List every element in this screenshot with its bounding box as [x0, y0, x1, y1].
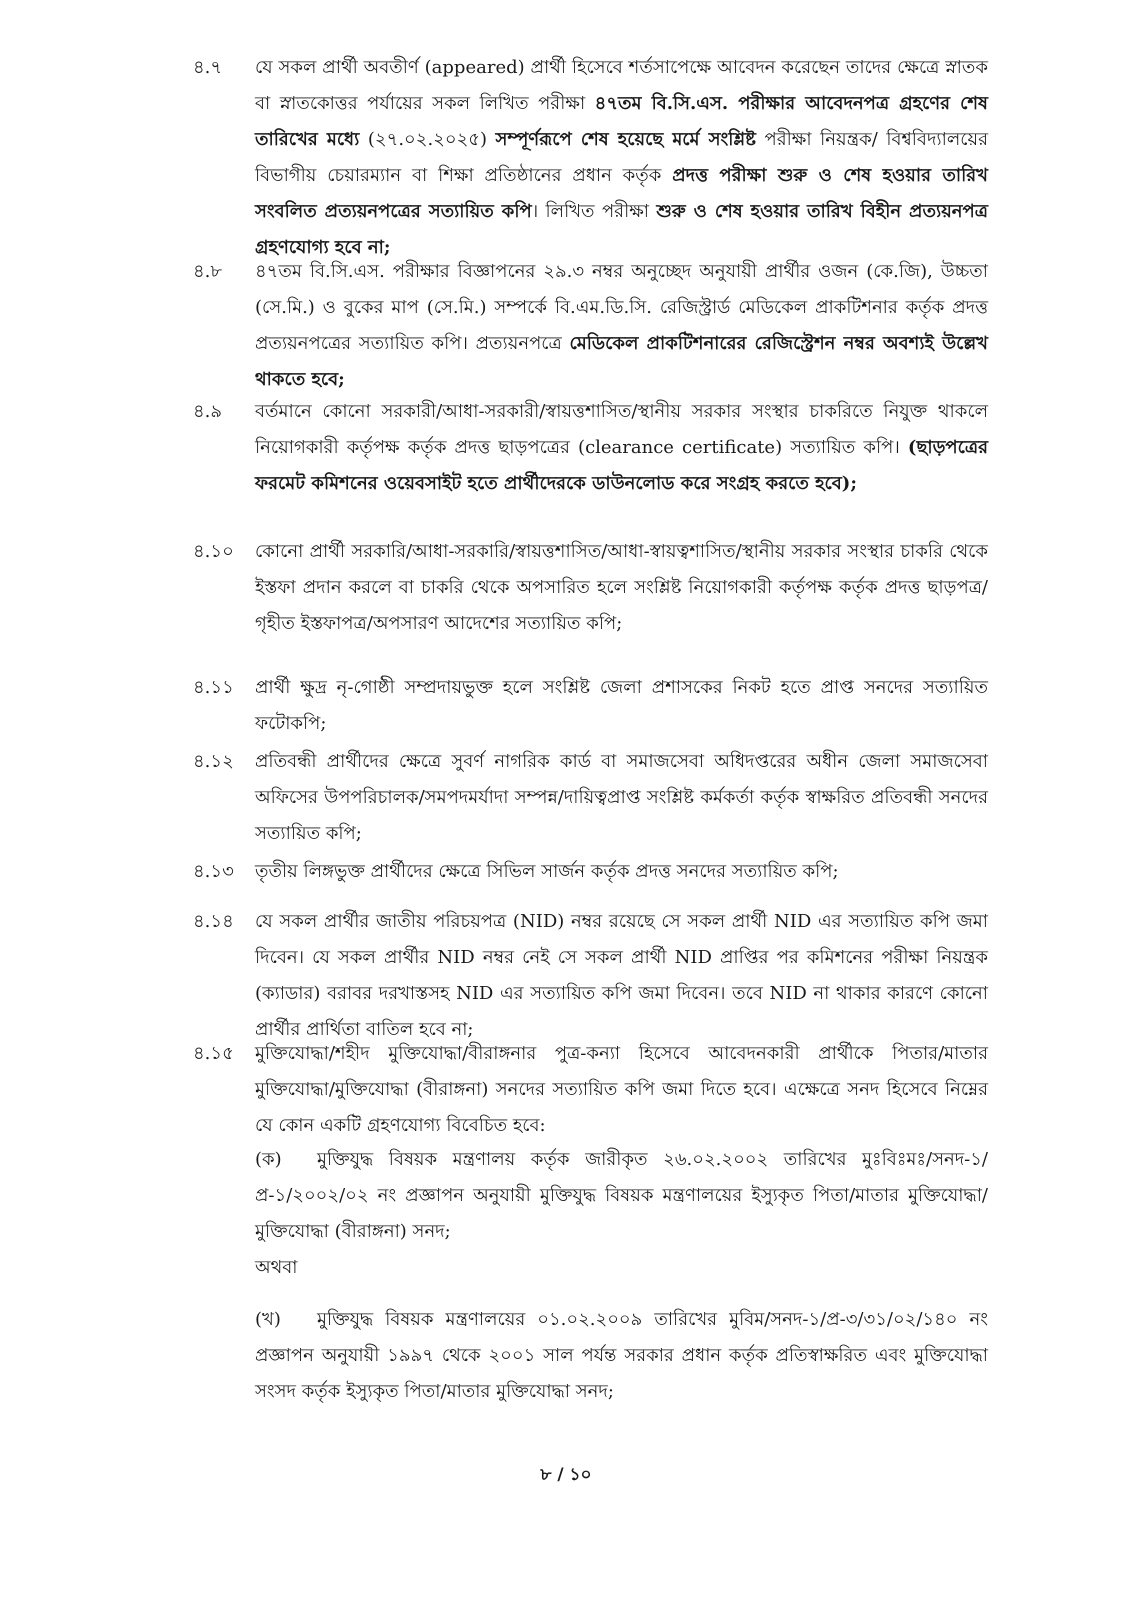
emphasized-text: প্রদত্ত পরীক্ষা শুরু ও শেষ হওয়ার তারিখ সংবলিত প্রত্যয়নপত্রের সত্যায়িত কপি	[255, 165, 988, 222]
text-run: প্রার্থী ক্ষুদ্র নৃ-গোষ্ঠী সম্প্রদায়ভুক্ত হলে সংশ্লিষ্ট জেলা প্রশাসকের নিকট হতে প্রাপ্ত সনদের সত্যায়িত ফটোকপি;	[255, 677, 988, 734]
emphasized-text: (ছাড়পত্রের ফরমেট কমিশনের ওয়েবসাইট হতে প্রার্থীদেরকে ডাউনলোড করে সংগ্রহ করতে হবে);	[255, 437, 988, 494]
text-run: যে সকল প্রার্থী অবতীর্ণ (appeared) প্রার্থী হিসেবে শর্তসাপেক্ষে আবেদন করেছেন তাদের ক্ষেত্রে স্নাতক বা স্নাতকোত্তর পর্যায়ের সকল লিখিত পরীক্ষা	[255, 57, 988, 114]
subclause-label: (ক)	[255, 1149, 282, 1170]
clause-text	[255, 534, 988, 642]
clause-4-11	[193, 670, 988, 742]
emphasized-text: মেডিকেল প্রাকটিশনারের রেজিস্ট্রেশন নম্বর অবশ্যই উল্লেখ থাকতে হবে;	[255, 333, 988, 390]
clause-number: ৪.১৫	[193, 1043, 234, 1064]
clause-number: ৪.৮	[193, 261, 223, 282]
clause-text	[255, 854, 988, 890]
clause-4-10	[193, 534, 988, 642]
text-run: ৪৭তম বি.সি.এস. পরীক্ষার বিজ্ঞাপনের ২৯.৩ নম্বর অনুচ্ছেদ অনুযায়ী প্রার্থীর ওজন (কে.জি), উচ্চতা (সে.মি.) ও বুকের মাপ (সে.মি.) সম্পর্কে বি.এম.ডি.সি. রেজিস্ট্রার্ড মেডিকেল প্রাকটিশনার কর্তৃক প্রদত্ত প্রত্যয়নপত্রের সত্যায়িত কপি। প্রত্যয়নপত্রে	[255, 261, 988, 354]
text-run: তৃতীয় লিঙ্গভুক্ত প্রার্থীদের ক্ষেত্রে সিভিল সার্জন কর্তৃক প্রদত্ত সনদের সত্যায়িত কপি;	[255, 861, 839, 882]
clause-4-9	[193, 394, 988, 502]
subclause-text: মুক্তিযুদ্ধ বিষয়ক মন্ত্রণালয় কর্তৃক জারীকৃত ২৬.০২.২০০২ তারিখের মুঃবিঃমঃ/সনদ-১/ প্র-১/২০০২/০২ নং প্রজ্ঞাপন অনুযায়ী মুক্তিযুদ্ধ বিষয়ক মন্ত্রণালয়ের ইস্যুকৃত পিতা/মাতার মুক্তিযোদ্ধা/ মুক্তিযোদ্ধা (বীরাঙ্গনা) সনদ;	[255, 1149, 988, 1242]
clause-4-12	[193, 744, 988, 852]
emphasized-text: ৪৭তম বি.সি.এস. পরীক্ষার আবেদনপত্র গ্রহণের শেষ তারিখের মধ্যে	[255, 93, 988, 150]
emphasized-text: সম্পূর্ণরূপে শেষ হয়েছে মর্মে সংশ্লিষ্ট	[495, 129, 756, 150]
clause-number: ৪.১১	[193, 677, 234, 698]
clause-4-8	[193, 254, 988, 398]
clause-number: ৪.১৩	[193, 861, 234, 882]
clause-4-13	[193, 854, 988, 890]
text-run: প্রতিবন্ধী প্রার্থীদের ক্ষেত্রে সুবর্ণ নাগরিক কার্ড বা সমাজসেবা অধিদপ্তরের অধীন জেলা সমাজসেবা অফিসের উপপরিচালক/সমপদমর্যাদা সম্পন্ন/দায়িত্বপ্রাপ্ত সংশ্লিষ্ট কর্মকর্তা কর্তৃক স্বাক্ষরিত প্রতিবন্ধী সনদের সত্যায়িত কপি;	[255, 751, 988, 844]
text-run: যে সকল প্রার্থীর জাতীয় পরিচয়পত্র (NID) নম্বর রয়েছে সে সকল প্রার্থী NID এর সত্যায়িত কপি জমা দিবেন। যে সকল প্রার্থীর NID নম্বর নেই সে সকল প্রার্থী NID প্রাপ্তির পর কমিশনের পরীক্ষা নিয়ন্ত্রক (ক্যাডার) বরাবর দরখাস্তসহ NID এর সত্যায়িত কপি জমা দিবেন। তবে NID না থাকার কারণে কোনো প্রার্থীর প্রার্থিতা বাতিল হবে না;	[255, 911, 988, 1040]
clause-number: ৪.৭	[193, 57, 223, 78]
clause-number: ৪.১৪	[193, 911, 234, 932]
text-run: কোনো প্রার্থী সরকারি/আধা-সরকারি/স্বায়ত্তশাসিত/আধা-স্বায়ত্বশাসিত/স্থানীয় সরকার সংস্থার চাকরি থেকে ইস্তফা প্রদান করলে বা চাকরি থেকে অপসারিত হলে সংশ্লিষ্ট নিয়োগকারী কর্তৃপক্ষ কর্তৃক প্রদত্ত ছাড়পত্র/গৃহীত ইস্তফাপত্র/অপসারণ আদেশের সত্যায়িত কপি;	[255, 541, 988, 634]
clause-text	[255, 670, 988, 742]
text-run: । লিখিত পরীক্ষা	[531, 201, 657, 222]
clause-number: ৪.১২	[193, 751, 234, 772]
text-run: (২৭.০২.২০২৫)	[359, 129, 496, 150]
subclause-kha	[255, 1302, 988, 1410]
emphasized-text: শুরু ও শেষ হওয়ার তারিখ বিহীন প্রত্যয়নপত্র গ্রহণযোগ্য হবে না;	[255, 201, 988, 258]
clause-text	[255, 254, 988, 398]
clause-text	[255, 904, 988, 1048]
subclause-ka	[255, 1142, 988, 1250]
clause-number: ৪.১০	[193, 541, 234, 562]
page-number: ৮ / ১০	[540, 1465, 592, 1485]
clause-text	[255, 394, 988, 502]
clause-text	[255, 1036, 988, 1144]
text-run: মুক্তিযোদ্ধা/শহীদ মুক্তিযোদ্ধা/বীরাঙ্গনার পুত্র-কন্যা হিসেবে আবেদনকারী প্রার্থীকে পিতার/মাতার মুক্তিযোদ্ধা/মুক্তিযোদ্ধা (বীরাঙ্গনা) সনদের সত্যায়িত কপি জমা দিতে হবে। এক্ষেত্রে সনদ হিসেবে নিম্নের যে কোন একটি গ্রহণযোগ্য বিবেচিত হবে:	[255, 1043, 988, 1136]
subclause-label: (খ)	[255, 1309, 281, 1330]
clause-4-7	[193, 50, 988, 266]
clause-number: ৪.৯	[193, 401, 223, 422]
clause-text	[255, 744, 988, 852]
clause-4-14	[193, 904, 988, 1048]
text-run: বর্তমানে কোনো সরকারী/আধা-সরকারী/স্বায়ত্তশাসিত/স্থানীয় সরকার সংস্থার চাকরিতে নিযুক্ত থাকলে নিয়োগকারী কর্তৃপক্ষ কর্তৃক প্রদত্ত ছাড়পত্রের (clearance certificate) সত্যায়িত কপি।	[255, 401, 988, 458]
clause-4-15	[193, 1036, 988, 1144]
or-separator: অথবা	[255, 1257, 298, 1278]
subclause-text: মুক্তিযুদ্ধ বিষয়ক মন্ত্রণালয়ের ০১.০২.২০০৯ তারিখের মুবিম/সনদ-১/প্র-৩/৩১/০২/১৪০ নং প্রজ্ঞাপন অনুযায়ী ১৯৯৭ থেকে ২০০১ সাল পর্যন্ত সরকার প্রধান কর্তৃক প্রতিস্বাক্ষরিত এবং মুক্তিযোদ্ধা সংসদ কর্তৃক ইস্যুকৃত পিতা/মাতার মুক্তিযোদ্ধা সনদ;	[255, 1309, 988, 1402]
text-run: পরীক্ষা নিয়ন্ত্রক/ বিশ্ববিদ্যালয়ের বিভাগীয় চেয়ারম্যান বা শিক্ষা প্রতিষ্ঠানের প্রধান কর্তৃক	[255, 129, 988, 186]
clause-text	[255, 50, 988, 266]
